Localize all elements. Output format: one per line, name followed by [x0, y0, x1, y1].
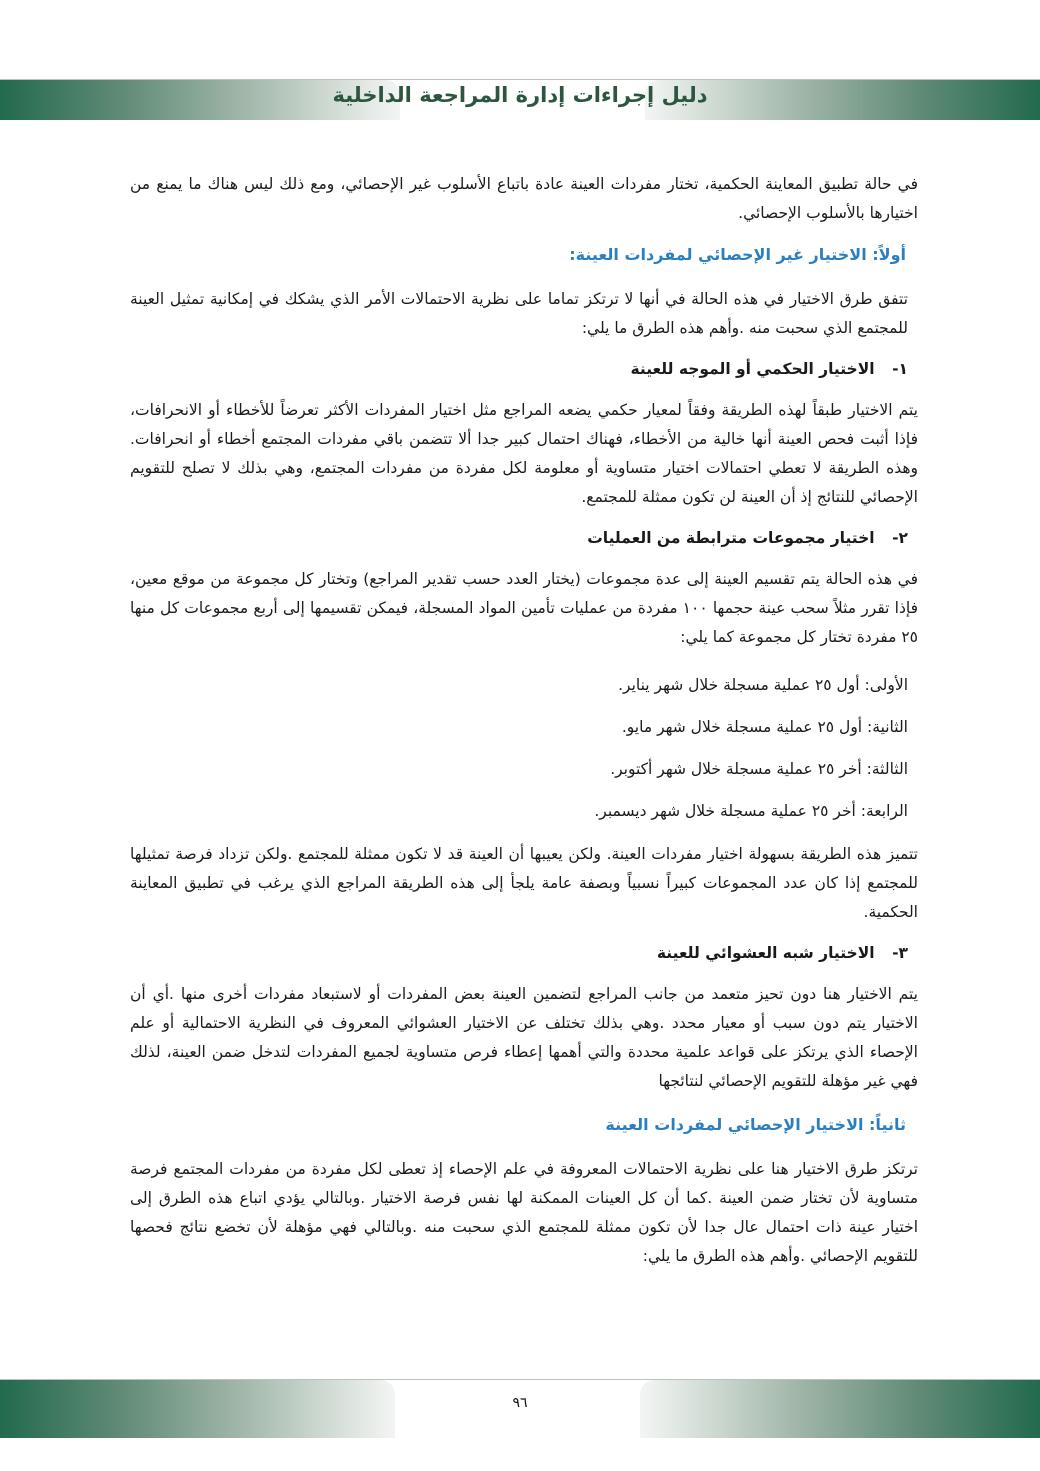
section2-paragraph: ترتكز طرق الاختيار هنا على نظرية الاحتمالات المعروفة في علم الإحصاء إذ تعطى لكل مفردة من مفردات المجتمع فرصة متساوية لأن تختار ضمن العينة .كما أن كل العينات الممكنة لها نفس فرصة الاختيار .وبالتالي يؤدي اتباع هذه الطرق إلى اختيار عينة ذات احتمال عال جدا لأن تكون ممثلة للمجتمع الذي سحبت منه .وبالتالي فهي مؤهلة لأن تخضع نتائج فحصها للتقويم الإحصائي .وأهم هذه الطرق ما يلي: [130, 1160, 918, 1265]
list-item: الثانية: أول ٢٥ عملية مسجلة خلال شهر مايو. [621, 718, 908, 736]
method-heading-judgmental [130, 355, 908, 384]
section-heading-statistical: ثانياً: الاختيار الإحصائي لمفردات العينة [605, 1115, 906, 1134]
intro-paragraph: في حالة تطبيق المعاينة الحكمية، تختار مفردات العينة عادة باتباع الأسلوب غير الإحصائي، ومع ذلك ليس هناك ما يمنع من اختيارها بالأسلوب الإحصائي. [130, 175, 918, 222]
groups-list [130, 664, 918, 832]
method-title: اختيار مجموعات مترابطة من العمليات [587, 529, 875, 547]
section-heading-non-statistical: أولاً: الاختيار غير الإحصائي لمفردات العينة: [569, 245, 906, 264]
method-title: الاختيار الحكمي أو الموجه للعينة [630, 360, 875, 378]
list-item: الأولى: أول ٢٥ عملية مسجلة خلال شهر يناير. [618, 676, 908, 694]
method-closing-groups: تتميز هذه الطريقة بسهولة اختيار مفردات العينة. ولكن يعيبها أن العينة قد لا تكون ممثلة للمجتمع .ولكن تزداد فرصة تمثيلها للمجتمع إذا كان عدد المجموعات كبيراً نسبياً وبصفة عامة يلجأ إلى هذه الطريقة المراجع الذي يرغب في تطبيق المعاينة الحكمية. [130, 845, 918, 921]
method-paragraph-judgmental: يتم الاختيار طبقاً لهذه الطريقة وفقاً لمعيار حكمي يضعه المراجع مثل اختيار المفردات الأكثر تعرضاً للأخطاء أو الانحرافات، فإذا أثبت فحص العينة أنها خالية من الأخطاء، فهناك احتمال كبير جدا ألا تتضمن باقي مفردات المجتمع أخطاء أو انحرافات. وهذه الطريقة لا تعطي احتمالات اختيار متساوية أو معلومة لكل مفردة من مفردات المجتمع، وهي بذلك لا تصلح للتقويم الإحصائي للنتائج إذ أن العينة لن تكون ممثلة للمجتمع. [130, 401, 918, 506]
method-paragraph-groups: في هذه الحالة يتم تقسيم العينة إلى عدة مجموعات (يختار العدد حسب تقدير المراجع) وتختار كل مجموعة من موقع معين، فإذا تقرر مثلاً سحب عينة حجمها ١٠٠ مفردة من عمليات تأمين المواد المسجلة، فيمكن تقسيمها إلى أربع مجموعات كل منها ٢٥ مفردة تختار كل مجموعة كما يلي: [130, 570, 918, 646]
list-item: الرابعة: أخر ٢٥ عملية مسجلة خلال شهر ديسمبر. [594, 802, 908, 820]
method-number: ٢- [892, 529, 908, 547]
section1-paragraph: تتفق طرق الاختيار في هذه الحالة في أنها لا ترتكز تماما على نظرية الاحتمالات الأمر الذي يشكك في إمكانية تمثيل العينة للمجتمع الذي سحبت منه .وأهم هذه الطرق ما يلي: [130, 290, 908, 337]
method-heading-groups [130, 524, 908, 553]
method-heading-semi-random [130, 939, 908, 968]
document-title: دليل إجراءات إدارة المراجعة الداخلية [332, 83, 708, 107]
method-paragraph-semi-random: يتم الاختيار هنا دون تحيز متعمد من جانب المراجع لتضمين العينة بعض المفردات أو لاستبعاد مفردات أخرى منها .أي أن الاختيار يتم دون سبب أو معيار محدد .وهي بذلك تختلف عن الاختيار العشوائي المعروف في النظرية الاحتمالية أو علم الإحصاء الذي يرتكز على قواعد علمية محددة والتي أهمها إعطاء فرص متساوية لجميع المفردات لتدخل ضمن العينة، لذلك فهي غير مؤهلة للتقويم الإحصائي لنتائجها [130, 985, 918, 1090]
list-item: الثالثة: أخر ٢٥ عملية مسجلة خلال شهر أكتوبر. [610, 760, 908, 778]
page-number: ٩٦ [512, 1395, 528, 1411]
method-number: ١- [892, 360, 908, 378]
method-title: الاختيار شبه العشوائي للعينة [656, 944, 875, 962]
page-body [130, 170, 918, 1283]
method-number: ٣- [892, 944, 908, 962]
